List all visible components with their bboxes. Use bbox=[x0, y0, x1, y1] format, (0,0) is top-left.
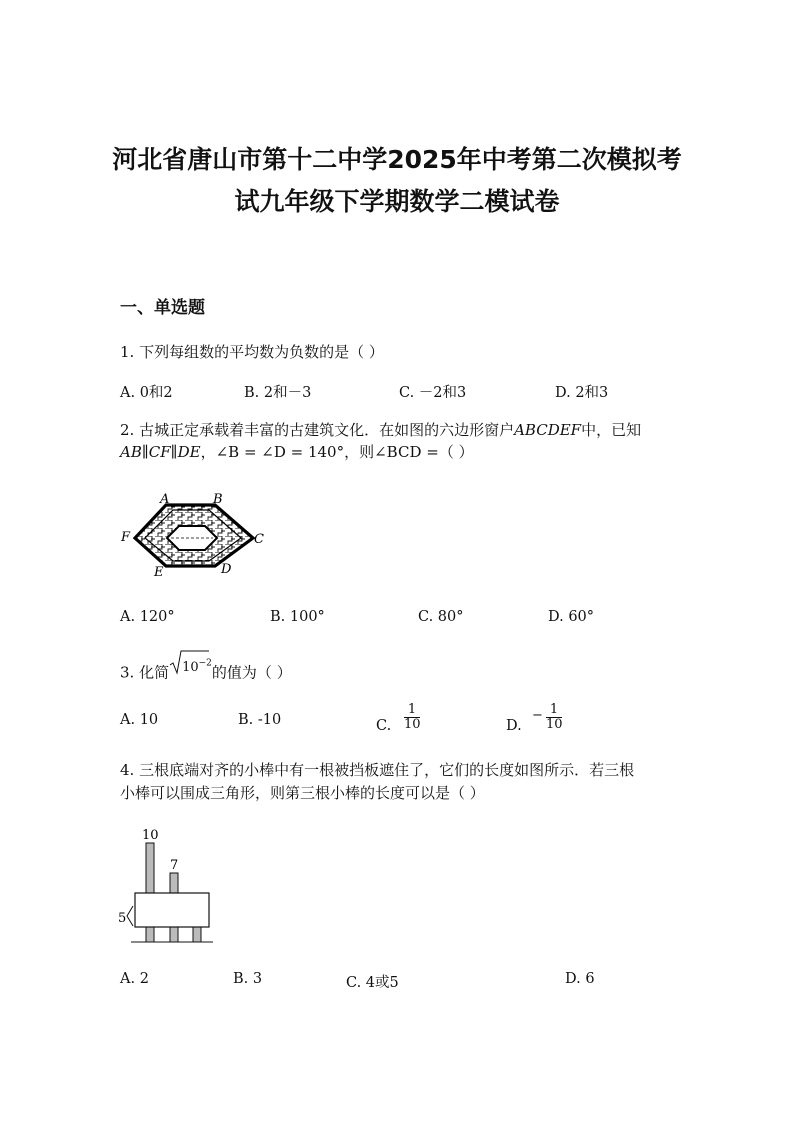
cover-board bbox=[135, 893, 209, 927]
q3-option-d[interactable]: D. bbox=[506, 718, 522, 734]
q2-option-b[interactable]: B. 100° bbox=[270, 609, 325, 625]
section-heading: 一、单选题 bbox=[120, 298, 205, 318]
q4-option-a[interactable]: A. 2 bbox=[120, 971, 149, 987]
q3-option-d-fraction: 1 10 bbox=[546, 702, 563, 732]
q4-option-b[interactable]: B. 3 bbox=[233, 971, 263, 987]
radical-expression: $10^{-2}$ bbox=[169, 658, 212, 686]
q3-option-a[interactable]: A. 10 bbox=[120, 712, 159, 728]
question-2-stem-line-2: AB∥CF∥DE，∠B = ∠D = 140°，则∠BCD =（ ） bbox=[120, 443, 474, 461]
q3-option-b[interactable]: B. -10 bbox=[238, 712, 282, 728]
question-1-stem: 1. 下列每组数的平均数为负数的是（ ） bbox=[120, 343, 384, 361]
exam-title-line-1: 河北省唐山市第十二中学2025年中考第二次模拟考 bbox=[112, 145, 682, 174]
vertex-label-e: E bbox=[154, 565, 164, 580]
question-4-stem-line-1: 4. 三根底端对齐的小棒中有一根被挡板遮住了，它们的长度如图所示．若三根 bbox=[120, 761, 635, 779]
exam-title-line-2: 试九年级下学期数学二模试卷 bbox=[234, 187, 560, 216]
hexagon-window-figure bbox=[115, 488, 275, 583]
question-4-stem-line-2: 小棒可以围成三角形，则第三根小棒的长度可以是（ ） bbox=[120, 784, 485, 802]
stick-label-side: 5 bbox=[118, 911, 127, 926]
stick-label-long: 10 bbox=[142, 828, 159, 843]
q1-option-a[interactable]: A. 0和2 bbox=[120, 385, 173, 401]
q1-option-b[interactable]: B. 2和－3 bbox=[244, 385, 312, 401]
vertex-label-a: A bbox=[160, 492, 170, 507]
question-3-stem: 3. 化简 $10^{-2}$的值为（ ） bbox=[120, 658, 680, 686]
q1-option-d[interactable]: D. 2和3 bbox=[555, 385, 609, 401]
q1-option-c[interactable]: C. －2和3 bbox=[399, 385, 467, 401]
stick-label-mid: 7 bbox=[170, 858, 179, 873]
sticks-behind-board-figure bbox=[115, 822, 225, 947]
q4-option-d[interactable]: D. 6 bbox=[565, 971, 595, 987]
q2-option-a[interactable]: A. 120° bbox=[120, 609, 175, 625]
vertex-label-b: B bbox=[213, 492, 223, 507]
vertex-label-f: F bbox=[121, 530, 131, 545]
q3-option-c-fraction: 1 10 bbox=[404, 702, 421, 732]
question-2-stem-line-1: 2. 古城正定承载着丰富的古建筑文化．在如图的六边形窗户ABCDEF中，已知 bbox=[120, 421, 642, 439]
q3-option-c[interactable]: C. bbox=[376, 718, 392, 734]
q2-option-c[interactable]: C. 80° bbox=[418, 609, 464, 625]
q2-option-d[interactable]: D. 60° bbox=[548, 609, 595, 625]
q4-option-c[interactable]: C. 4或5 bbox=[346, 975, 399, 991]
vertex-label-d: D bbox=[221, 562, 232, 577]
q3-option-d-sign: − bbox=[532, 708, 543, 723]
vertex-label-c: C bbox=[254, 532, 264, 547]
